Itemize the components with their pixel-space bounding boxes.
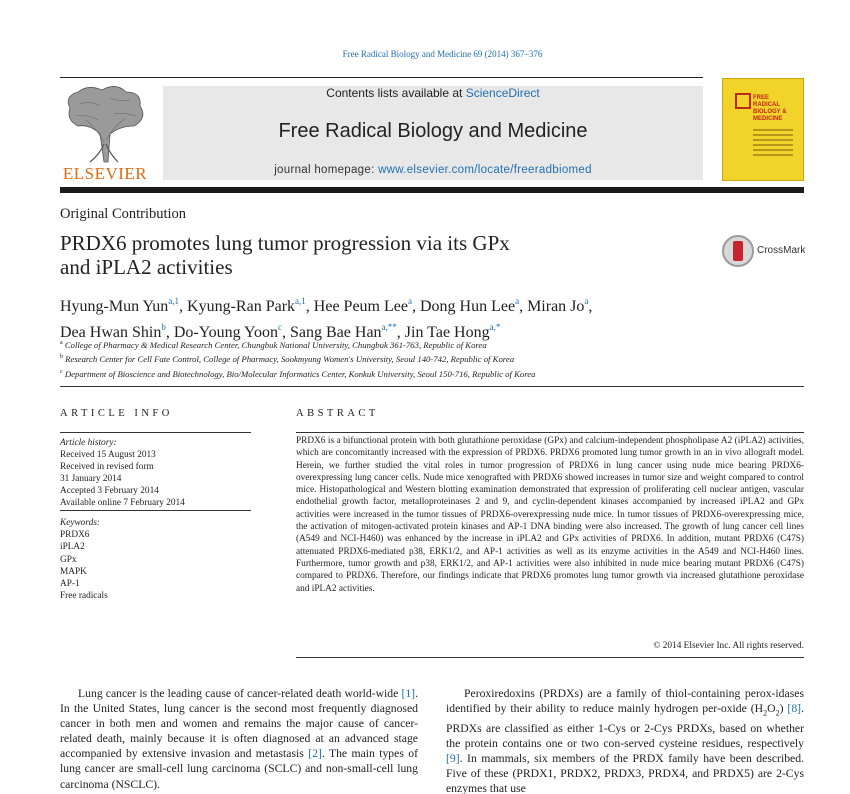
elsevier-logo[interactable] [60, 84, 150, 184]
cover-title-line: RADICAL [753, 102, 780, 108]
cover-title [753, 95, 787, 123]
affiliation-item: $^a$ College of Pharmacy & Medical Research Center, Chungbuk National University, Chungbuk 361-763, Republic of Korea [60, 339, 487, 350]
journal-name: Free Radical Biology and Medicine [278, 120, 588, 142]
keyword-item: GPx [60, 554, 77, 565]
header-rule [60, 77, 703, 78]
crossmark-button[interactable] [722, 235, 807, 267]
author-name[interactable]: Sang Bae Han [290, 324, 382, 341]
history-line: Received in revised form [60, 462, 154, 472]
cover-title-line: FREE [753, 95, 770, 101]
header-thick-rule [60, 187, 804, 193]
reference-link[interactable]: [8] [787, 702, 802, 716]
article-history [60, 437, 251, 509]
article-info-heading: ARTICLE INFO [60, 408, 173, 419]
reference-link[interactable]: [1] [401, 687, 416, 700]
copyright-notice: © 2014 Elsevier Inc. All rights reserved. [653, 641, 804, 651]
section-divider [60, 386, 804, 387]
keyword-item: iPLA2 [60, 542, 85, 553]
author-affiliation-mark[interactable]: a [584, 296, 589, 306]
journal-homepage [163, 164, 703, 176]
journal-cover-thumbnail[interactable] [722, 78, 804, 181]
elsevier-tree-icon [60, 84, 148, 164]
author-name[interactable]: Hee Peum Lee [313, 298, 408, 315]
abstract-bottom-rule [296, 657, 804, 658]
journal-citation[interactable]: Free Radical Biology and Medicine 69 (2014) 367–376 [342, 49, 543, 59]
cover-emblem-icon [735, 93, 751, 109]
author-name[interactable]: Dea Hwan Shin [60, 324, 162, 341]
history-line: Received 15 August 2013 [60, 450, 156, 460]
affiliation-item: $^b$ Research Center for Cell Fate Control, College of Pharmacy, Sookmyung Women's University, Seoul 140-742, Republic of Korea [60, 354, 515, 365]
author-line: Hyung-Mun Yun$^{a,1}$, Kyung-Ran Park$^{a,1}$, Hee Peum Lee$^a$, Dong Hun Lee$^a$, Miran Jo$^a$, [60, 296, 593, 315]
title-line: and iPLA2 activities [60, 255, 233, 279]
keyword-item: PRDX6 [60, 530, 90, 541]
journal-masthead [163, 86, 703, 180]
history-line: 31 January 2014 [60, 474, 122, 484]
sciencedirect-link[interactable]: ScienceDirect [465, 86, 540, 100]
crossmark-icon [722, 235, 754, 267]
keywords-label: Keywords: [60, 518, 100, 528]
author-affiliation-mark[interactable]: a [407, 296, 412, 306]
crossmark-label: CrossMark [757, 245, 806, 256]
abstract-text: PRDX6 is a bifunctional protein with both glutathione peroxidase (GPx) and calcium-independent phospholipase A2 (iPLA2) activities, which are concomitantly increased with the expression of PRDX6. PRDX6 promoted lung tumor growth in an in vivo allograft model. Herein, we further studied the vital roles in tumor progression of PRDX6 in lung cancer using nude mice bearing PRDX6-overexpressing lung cancer cells. Nude mice xenografted with PRDX6 showed increases in tumor size and weight compared to control mice. Histopathological and Western blotting examination demonstrated that expression of proliferating cell nuclear antigen, vascular endothelial growth factor, metalloproteinases 2 and 9, and cyclin-dependent kinases accompanied by increased iPLA2 and GPx activities were increased in the tumor tissues of PRDX6-overexpressing nude mice. In tumor tissues of PRDX6-overexpressing mice, the activation of mitogen-activated protein kinases and AP-1 DNA binding were also increased. The growth of lung cancer cell lines (A549 and NCI-H460) was enhanced by the increase in iPLA2 and GPx activities of PRDX6. In addition, mutant PRDX6 (C47S) attenuated PRDX6-mediated p38, ERK1/2, and AP-1 activities as well as its enzyme activities in the A549 and NCI-H460 lines. Furthermore, tumor growth and p38, ERK1/2, and AP-1 activities were also inhibited in nude mice bearing mutant PRDX6 (C47S) compared to PRDX6. Therefore, our findings indicate that PRDX6 promotes lung tumor growth via increased glutathione peroxidase and iPLA2 activities. [296, 436, 804, 594]
cover-text-lines [753, 129, 793, 159]
author-name[interactable]: Dong Hun Lee [419, 298, 516, 315]
article-title [60, 231, 620, 279]
contents-prefix: Contents lists available at [326, 86, 466, 100]
homepage-prefix: journal homepage: [274, 164, 379, 176]
body-column-right [446, 686, 804, 794]
affiliation-list [60, 337, 760, 380]
keyword-list [60, 517, 251, 602]
body-paragraph: Lung cancer is the leading cause of cancer-related death world-wide [1]. In the United States, lung cancer is the second most frequently diagnosed cancer in both men and women and remains the major cause of cancer-related death, mainly because it is often diagnosed at an advanced stage accompanied by extensive invasion and metastasis [2]. The main types of lung cancer are small-cell lung carcinoma (SCLC) and non-small-cell lung carcinoma (NSCLC). [60, 687, 418, 791]
author-list [60, 291, 760, 343]
author-affiliation-mark[interactable]: a,1 [295, 296, 306, 306]
author-affiliation-mark[interactable]: a,1 [168, 296, 180, 306]
author-affiliation-mark[interactable]: a,* [489, 322, 501, 332]
cover-title-line: MEDICINE [753, 116, 783, 122]
history-line: Available online 7 February 2014 [60, 498, 185, 508]
body-paragraph: Peroxiredoxins (PRDXs) are a family of thiol-containing perox-idases identified by their ability to reduce mainly hydrogen per-oxide $(H_2O_2)$ [8]. PRDXs are classified as either 1-Cys or 2-Cys PRDXs, based on whether the protein contains one or two con-served cysteine residues, respectively [9]. In mammals, six members of the PRDX family have been described. Five of these (PRDX1, PRDX2, PRDX3, PRDX4, and PRDX5) are 2-Cys enzymes that use [446, 687, 804, 794]
author-name[interactable]: Kyung-Ran Park [187, 298, 296, 315]
cover-title-line: BIOLOGY & [753, 109, 787, 115]
article-type: Original Contribution [60, 206, 187, 222]
reference-link[interactable]: [2] [308, 747, 322, 761]
abstract-rule [296, 432, 804, 433]
homepage-link[interactable]: www.elsevier.com/locate/freeradbiomed [378, 164, 592, 176]
article-info-divider [60, 510, 251, 511]
author-affiliation-mark[interactable]: b [161, 322, 166, 332]
abstract-heading: ABSTRACT [296, 408, 379, 419]
affiliation-item: $^c$ Department of Bioscience and Biotechnology, Bio/Molecular Informatics Center, Konkuk University, Seoul 150-716, Republic of Korea [60, 368, 536, 379]
author-name[interactable]: Jin Tae Hong [404, 324, 490, 341]
body-column-left [60, 686, 418, 792]
author-line: Dea Hwan Shin$^b$, Do-Young Yoon$^c$, Sang Bae Han$^{a,**}$, Jin Tae Hong$^{a,*}$ [60, 322, 501, 341]
reference-link[interactable]: [9] [446, 751, 460, 765]
elsevier-wordmark: ELSEVIER [62, 164, 148, 183]
author-name[interactable]: Do-Young Yoon [173, 324, 279, 341]
contents-availability [163, 86, 703, 100]
history-line: Accepted 3 February 2014 [60, 486, 159, 496]
author-affiliation-mark[interactable]: c [278, 322, 283, 332]
author-name[interactable]: Hyung-Mun Yun [60, 298, 169, 315]
author-affiliation-mark[interactable]: a,** [381, 322, 397, 332]
keyword-item: AP-1 [60, 579, 80, 590]
title-line: PRDX6 promotes lung tumor progression via its GPx [60, 231, 510, 255]
history-label: Article history: [60, 438, 117, 448]
author-name[interactable]: Miran Jo [527, 298, 585, 315]
author-affiliation-mark[interactable]: a [515, 296, 520, 306]
keyword-item: Free radicals [60, 591, 108, 602]
article-info-rule [60, 432, 251, 433]
keyword-item: MAPK [60, 566, 87, 577]
